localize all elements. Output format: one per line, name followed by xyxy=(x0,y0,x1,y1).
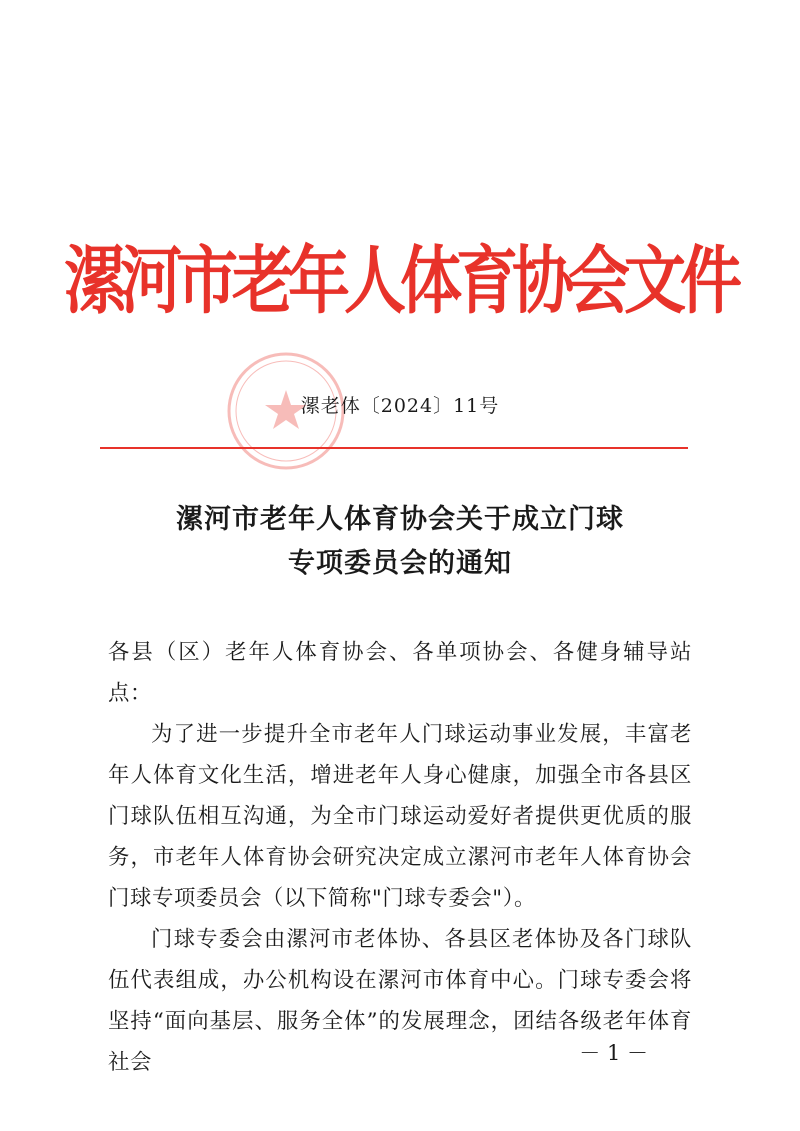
notice-title-line-1: 漯河市老年人体育协会关于成立门球 xyxy=(176,504,624,535)
page-number: － 1 － xyxy=(579,1041,648,1065)
body-paragraph-1: 为了进一步提升全市老年人门球运动事业发展，丰富老年人体育文化生活，增进老年人身心健康，加强全市各县区门球队伍相互沟通，为全市门球运动爱好者提供更优质的服务，市老年人体育协会研究决定成立漯河市老年人体育协会门球专项委员会（以下简称"门球专委会"）。 xyxy=(108,722,692,911)
notice-title xyxy=(0,498,800,586)
notice-title-line-2: 专项委员会的通知 xyxy=(288,548,512,579)
red-divider-line xyxy=(100,447,688,449)
document-number: 漯老体〔2024〕11号 xyxy=(300,395,500,417)
body-paragraph-2: 门球专委会由漯河市老体协、各县区老体协及各门球队伍代表组成，办公机构设在漯河市体育中心。门球专委会将坚持“面向基层、服务全体”的发展理念，团结各级老年体育社会 xyxy=(108,927,692,1075)
salutation: 各县（区）老年人体育协会、各单项协会、各健身辅导站点： xyxy=(108,640,692,706)
notice-body xyxy=(108,632,692,1083)
document-masthead: 漯河市老年人体育协会文件 xyxy=(63,237,736,324)
